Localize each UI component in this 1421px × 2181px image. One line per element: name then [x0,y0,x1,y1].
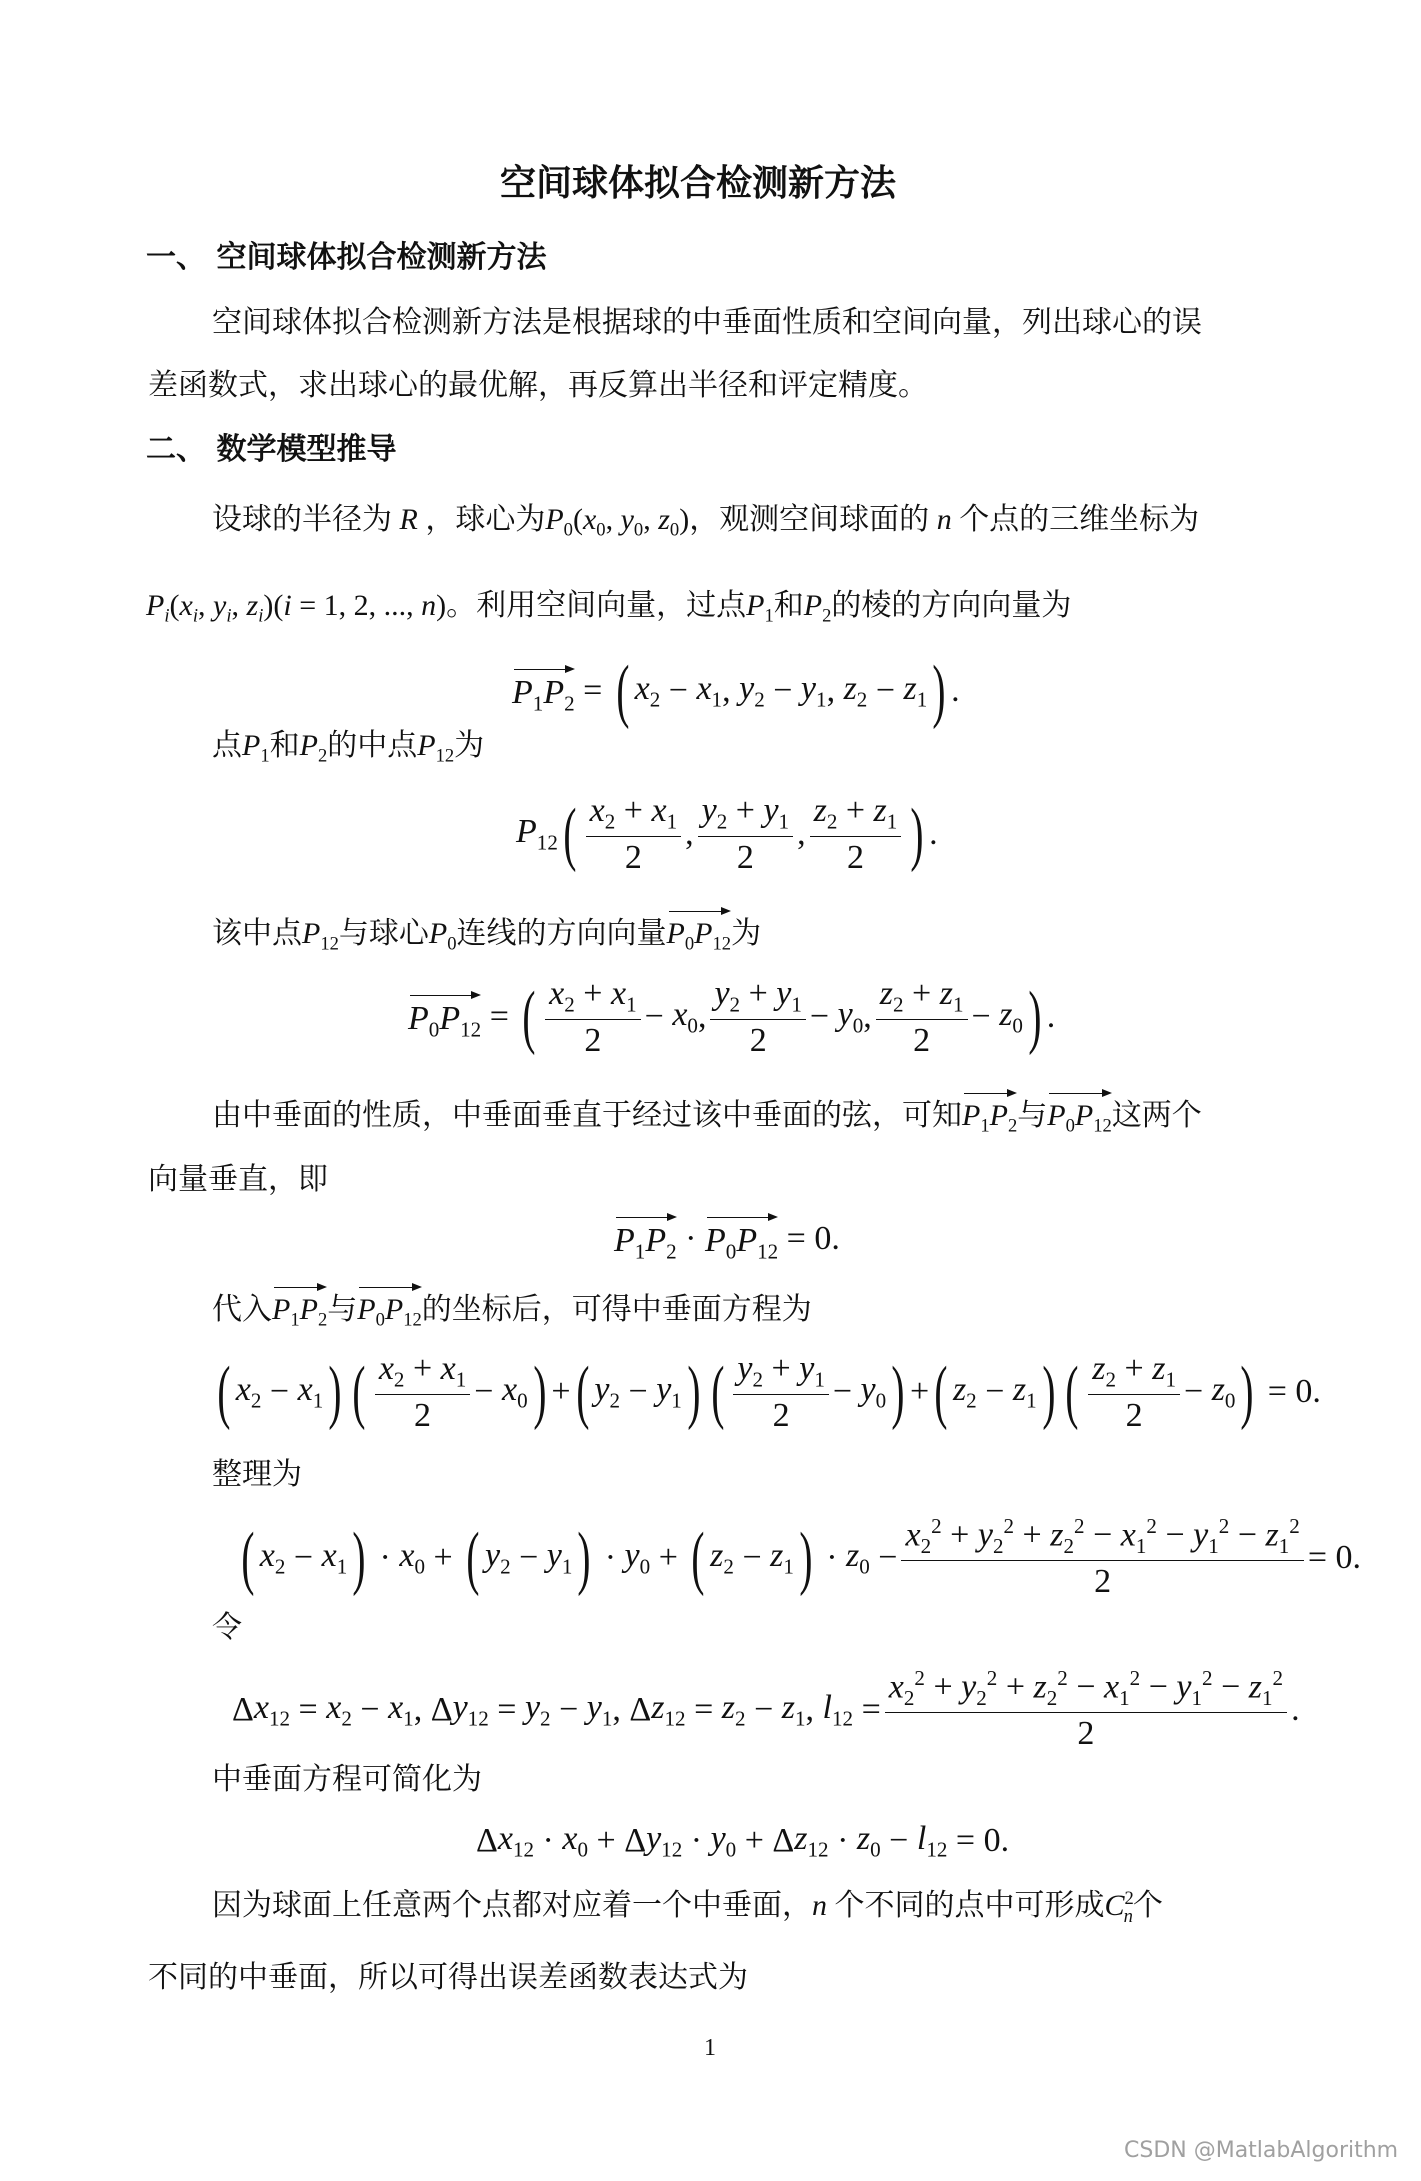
text-fragment: 设球的半径为 [212,502,392,537]
text-fragment: 为 [731,916,762,951]
math-inline: $P_0(x_0$, $y_0$, $z_0$) [545,503,690,541]
text-fragment: 为 [454,728,485,763]
paragraph-error-function-line-2: 不同的中垂面，所以可得出误差函数表达式为 [148,1960,748,1995]
equation-dot-product: $P_1P_2$ · $P_0P_{12}$ = 0. [614,1214,840,1264]
text-fragment: 个点的三维坐标为 [959,502,1200,537]
intro-paragraph-line-2: 差函数式，求出球心的最优解，再反算出半径和评定精度。 [148,368,928,403]
text-fragment: 由中垂面的性质，中垂面垂直于经过该中垂面的弦，可知 [212,1098,962,1133]
math-inline: $P_0$ [428,917,457,955]
equation-simplified: Δ $x_{12}$ · $x_0$ + Δ $y_{12}$ · $y_0$ + Δ $z_{12}$ · $z_0$ − $l_{12}$ = 0. [476,1820,1010,1862]
math-inline: $P_{12}$ [302,917,339,955]
text-fragment: 的坐标后，可得中垂面方程为 [421,1292,812,1327]
paragraph-simplified: 中垂面方程可简化为 [212,1762,482,1797]
paragraph-rearrange: 整理为 [212,1457,302,1492]
equation-p1p2: $P_1P_2$ = ( $x_2$ − $x_1$ , $y_2$ − $y_1$ , $z_2$ − $z_1$ ) . [512,651,960,730]
intro-paragraph-line-1: 空间球体拟合检测新方法是根据球的中垂面性质和空间向量，列出球心的误 [212,305,1202,340]
text-fragment: 点 [212,728,242,763]
text-fragment: ，观测空间球面的 [689,502,930,537]
paragraph-vector-intro [146,588,1071,628]
paragraph-substitution [212,1284,812,1332]
text-fragment: 因为球面上任意两个点都对应着一个中垂面， [212,1888,812,1924]
math-inline: $P_0P_{12}$ [1047,1090,1112,1138]
math-inline: n [929,503,960,536]
equation-midpoint: $P_{12}$ ( $\frac{x_2 + x_1}{2}$ , $\frac{y_2 + y_1}{2}$ , $\frac{z_2 + z_1}{2}$ ) . [516,792,938,876]
text-fragment: 和 [269,728,300,763]
equation-p0p12: $P_0P_{12}$ = ( $\frac{x_2 + x_1}{2}$ − $x_0$ , $\frac{y_2 + y_1}{2}$ − $y_0$ , $\frac{z_2 + z_1}{2}$ − $z_0$ ) . [408,975,1056,1059]
text-fragment: 的棱的方向向量为 [831,588,1072,623]
text-fragment: 和 [773,588,804,623]
section-heading-2: 二、 数学模型推导 [146,432,397,467]
text-fragment: 该中点 [212,916,302,951]
section-heading-1: 一、 空间球体拟合检测新方法 [146,240,547,275]
paragraph-direction-vector [212,908,761,956]
equation-rearranged: ( $x_2$ − $x_1$ ) · $x_0$ + ( $y_2$ − $y_1$ ) · $y_0$ + ( $z_2$ − $z_1$ ) · $z_0$ − $\frac{x_2^2 + y_2^2 + z_2^2 - x_1^2 - y_1^2 - z_1^2}{2}$ = 0. [241,1514,1362,1601]
math-inline: $P_1$ [242,729,270,767]
math-inline: $P_2$ [803,589,832,627]
paragraph-perpendicular-line-2: 向量垂直，即 [148,1162,328,1197]
paragraph-let: 令 [212,1610,242,1645]
paragraph-perpendicular [212,1090,1202,1138]
math-inline: $P_{12}$ [417,729,455,767]
math-inline: $P_1P_2$ [962,1090,1017,1138]
math-inline: $C^2_n$ [1104,1888,1134,1927]
paragraph-error-function [212,1888,1163,1928]
text-fragment: 与 [327,1292,358,1327]
math-inline: $P_i(x_i$, $y_i$, $z_i)(i = 1$, 2, ..., n) [146,589,447,627]
math-inline: $P_0P_{12}$ [667,908,732,956]
text-fragment: 的中点 [327,728,418,763]
math-inline: R [392,503,426,536]
text-fragment: 代入 [212,1292,272,1327]
page-title: 空间球体拟合检测新方法 [500,163,897,204]
text-fragment: 。利用空间向量，过点 [446,588,747,623]
text-fragment: 这两个 [1111,1098,1202,1133]
text-fragment: 连线的方向向量 [456,916,667,951]
watermark: CSDN @MatlabAlgorithm [1124,2138,1399,2163]
math-inline: $P_1P_2$ [272,1284,327,1332]
paragraph-sphere-setup [212,502,1199,542]
equation-definitions: Δ $x_{12}$ = $x_2$ − $x_1$ , Δ $y_{12}$ = $y_2$ − $y_1$ , Δ $z_{12}$ = $z_2$ − $z_1$ , $l_{12}$ = $\frac{x_2^2 + y_2^2 + z_2^2 - x_1^2 - y_1^2 - z_1^2}{2}$ . [232,1666,1300,1753]
math-inline: $P_2$ [299,729,328,767]
text-fragment: 与 [1017,1098,1048,1133]
text-fragment: 个 [1132,1888,1163,1924]
text-fragment: ，球心为 [425,502,546,537]
equation-plane-full: ( $x_2$ − $x_1$ ) ( $\frac{x_2 + x_1}{2}$ − $x_0$ ) + ( $y_2$ − $y_1$ ) ( $\frac{y_2 + y_1}{2}$ − $y_0$ ) + ( $z_2$ − $z_1$ ) ( $\frac{z_2 + z_1}{2}$ − $z_0$ ) = 0. [217,1350,1321,1434]
math-inline: $P_1$ [746,589,774,627]
math-inline: n [812,1889,835,1923]
text-fragment: 个不同的点中可形成 [834,1888,1105,1924]
paragraph-midpoint [212,728,484,768]
text-fragment: 与球心 [338,916,429,951]
math-inline: $P_0P_{12}$ [357,1284,422,1332]
page-number: 1 [704,2035,716,2061]
